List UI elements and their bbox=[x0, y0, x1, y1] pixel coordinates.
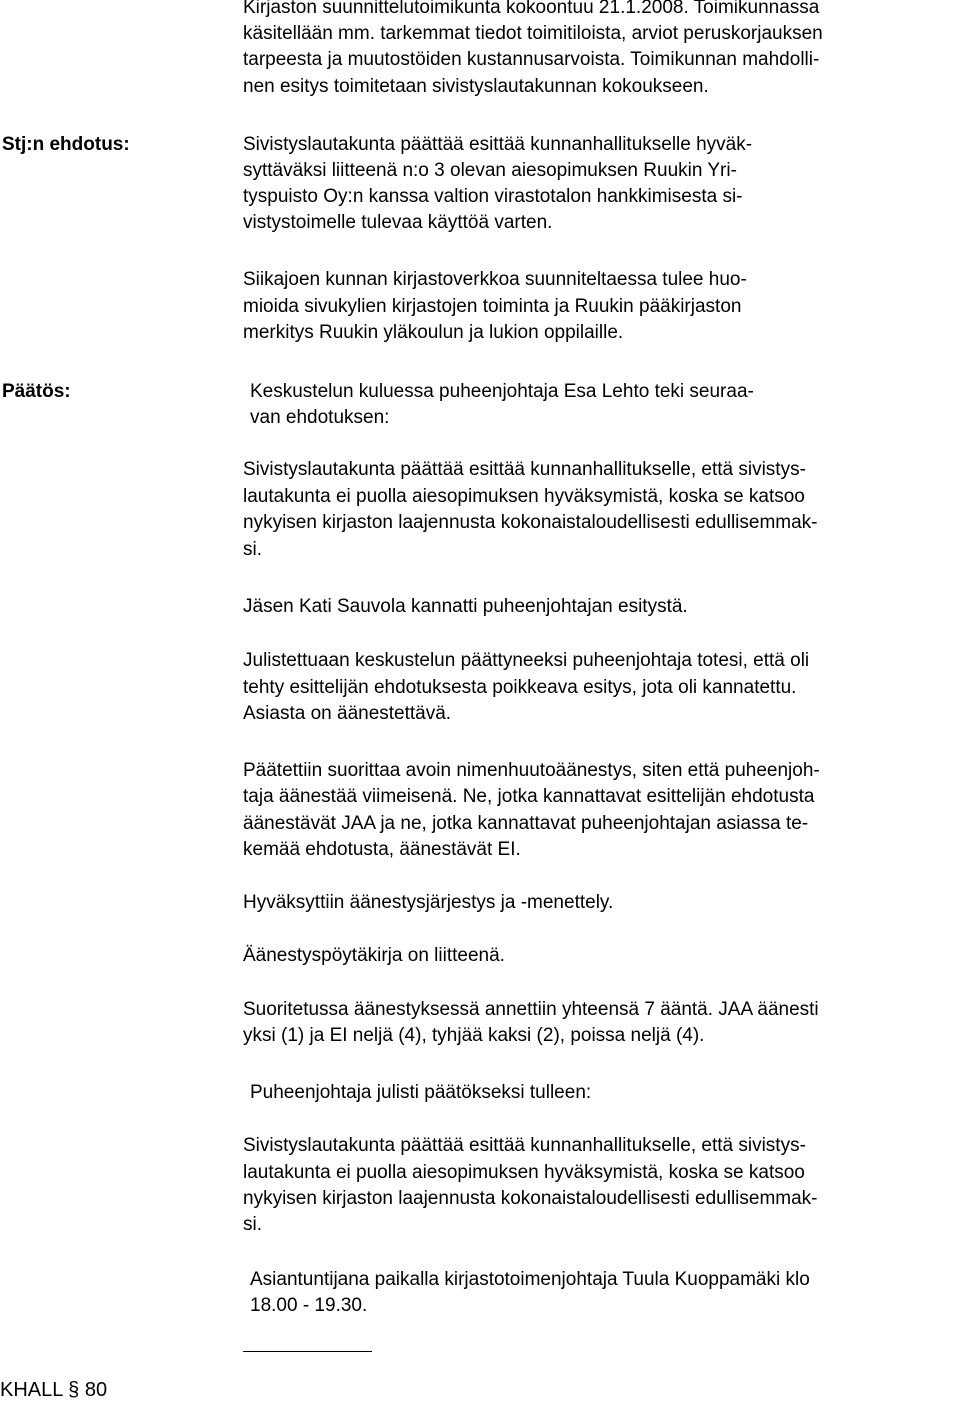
intro-line-3: tarpeesta ja muutostöiden kustannusarvoista. Toimikunnan mahdolli- bbox=[243, 49, 820, 70]
decision-text-line: kemää ehdotusta, äänestävät EI. bbox=[243, 839, 521, 860]
decision-text-line: Keskustelun kuluessa puheenjohtaja Esa Lehto teki seuraa- bbox=[250, 381, 754, 402]
decision-text-line: Asiantuntijana paikalla kirjastotoimenjohtaja Tuula Kuoppamäki klo bbox=[250, 1269, 810, 1290]
decision-text-line: Hyväksyttiin äänestysjärjestys ja -menettely. bbox=[243, 892, 614, 913]
decision-text-line: Päätettiin suorittaa avoin nimenhuutoäänestys, siten että puheenjoh- bbox=[243, 760, 820, 781]
decision-text-line: Asiasta on äänestettävä. bbox=[243, 703, 452, 724]
proposal-text-line: Siikajoen kunnan kirjastoverkkoa suunniteltaessa tulee huo- bbox=[243, 269, 747, 290]
decision-text-line: Puheenjohtaja julisti päätökseksi tulleen: bbox=[250, 1082, 592, 1103]
decision-text-line: yksi (1) ja EI neljä (4), tyhjää kaksi (2), poissa neljä (4). bbox=[243, 1025, 705, 1046]
decision-text-line: Äänestyspöytäkirja on liitteenä. bbox=[243, 945, 505, 966]
proposal-text-line: Sivistyslautakunta päättää esittää kunnanhallitukselle hyväk- bbox=[243, 134, 753, 155]
decision-text-line: taja äänestää viimeisenä. Ne, jotka kannattavat esittelijän ehdotusta bbox=[243, 786, 815, 807]
decision-text-line: nykyisen kirjaston laajennusta kokonaistaloudellisesti edullisemmak- bbox=[243, 1188, 818, 1209]
proposal-heading: Stj:n ehdotus: bbox=[2, 134, 130, 155]
proposal-text-line: syttäväksi liitteenä n:o 3 olevan aiesopimuksen Ruukin Yri- bbox=[243, 160, 737, 181]
proposal-text-line: tyspuisto Oy:n kanssa valtion virastotalon hankkimisesta si- bbox=[243, 186, 743, 207]
proposal-text-line: vistystoimelle tulevaa käyttöä varten. bbox=[243, 212, 553, 233]
decision-text-line: Suoritetussa äänestyksessä annettiin yhteensä 7 ääntä. JAA äänesti bbox=[243, 999, 819, 1020]
decision-text-line: Jäsen Kati Sauvola kannatti puheenjohtajan esitystä. bbox=[243, 596, 688, 617]
proposal-text-line: mioida sivukylien kirjastojen toiminta ja Ruukin pääkirjaston bbox=[243, 296, 742, 317]
decision-text-line: lautakunta ei puolla aiesopimuksen hyväksymistä, koska se katsoo bbox=[243, 486, 805, 507]
intro-line-1: Kirjaston suunnittelutoimikunta kokoontuu 21.1.2008. Toimikunnassa bbox=[243, 0, 820, 18]
decision-text-line: Julistettuaan keskustelun päättyneeksi puheenjohtaja totesi, että oli bbox=[243, 650, 810, 671]
decision-text-line: Sivistyslautakunta päättää esittää kunnanhallitukselle, että sivistys- bbox=[243, 459, 806, 480]
decision-text-line: äänestävät JAA ja ne, jotka kannattavat puheenjohtajan asiassa te- bbox=[243, 813, 809, 834]
decision-text-line: si. bbox=[243, 539, 262, 560]
intro-line-2: käsitellään mm. tarkemmat tiedot toimitiloista, arviot peruskorjauksen bbox=[243, 23, 823, 44]
decision-text-line: Sivistyslautakunta päättää esittää kunnanhallitukselle, että sivistys- bbox=[243, 1135, 806, 1156]
decision-text-line: 18.00 - 19.30. bbox=[250, 1295, 368, 1316]
proposal-text-line: merkitys Ruukin yläkoulun ja lukion oppilaille. bbox=[243, 322, 624, 343]
decision-text-line: tehty esittelijän ehdotuksesta poikkeava esitys, jota oli kannatettu. bbox=[243, 677, 797, 698]
intro-line-4: nen esitys toimitetaan sivistyslautakunnan kokoukseen. bbox=[243, 76, 709, 97]
decision-text-line: van ehdotuksen: bbox=[250, 407, 390, 428]
decision-text-line: lautakunta ei puolla aiesopimuksen hyväksymistä, koska se katsoo bbox=[243, 1162, 805, 1183]
decision-text-line: si. bbox=[243, 1214, 262, 1235]
section-reference: KHALL § 80 bbox=[0, 1379, 108, 1401]
decision-text-line: nykyisen kirjaston laajennusta kokonaistaloudellisesti edullisemmak- bbox=[243, 512, 818, 533]
decision-heading: Päätös: bbox=[2, 381, 71, 402]
separator-line bbox=[243, 1351, 372, 1352]
